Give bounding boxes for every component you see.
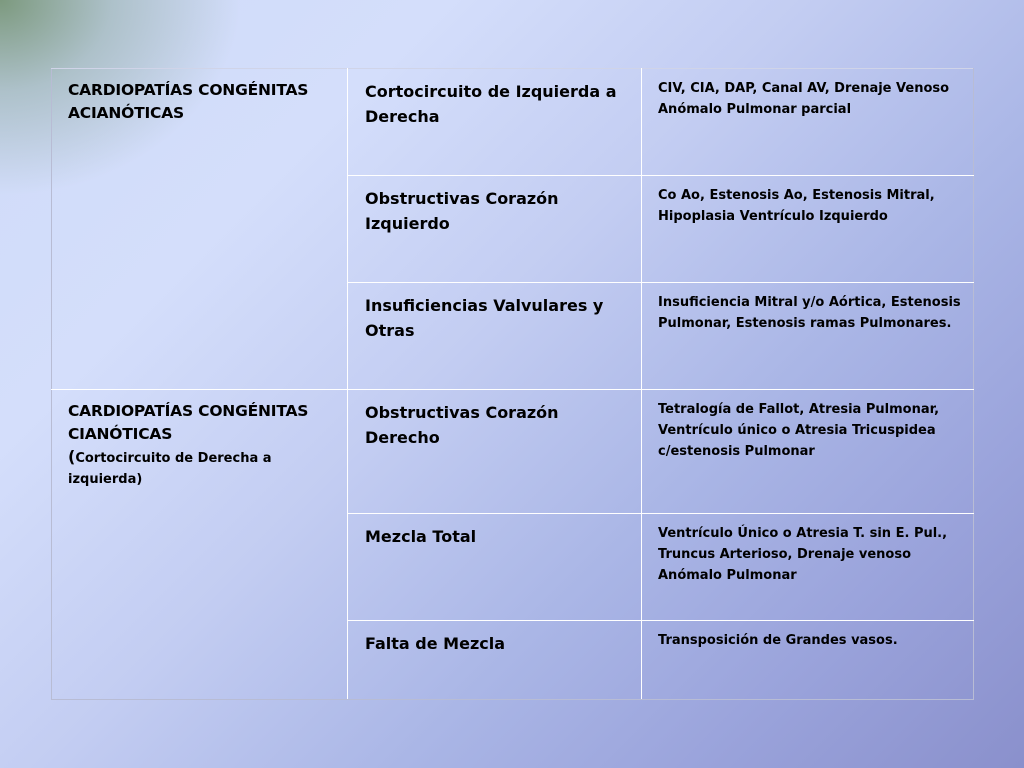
group-title: CARDIOPATÍAS CONGÉNITAS CIANÓTICAS [68, 402, 309, 443]
classification-table-container [51, 68, 973, 699]
examples-cell [642, 390, 974, 514]
table-row [52, 69, 974, 176]
examples-cell [642, 283, 974, 390]
examples-text: Insuficiencia Mitral y/o Aórtica, Estenosis Pulmonar, Estenosis ramas Pulmonares. [658, 295, 961, 331]
subtitle-paren: ( [68, 447, 76, 466]
group-subtitle [68, 446, 333, 490]
examples-cell [642, 621, 974, 700]
examples-cell [642, 69, 974, 176]
category-cell [348, 69, 642, 176]
examples-text: CIV, CIA, DAP, Canal AV, Drenaje Venoso Anómalo Pulmonar parcial [658, 81, 950, 117]
examples-cell [642, 514, 974, 621]
category-label: Cortocircuito de Izquierda a Derecha [365, 82, 617, 126]
category-label: Obstructivas Corazón Izquierdo [365, 189, 559, 233]
category-label: Mezcla Total [365, 527, 477, 546]
examples-cell [642, 176, 974, 283]
category-cell [348, 514, 642, 621]
group-cell-acyanotic [52, 69, 348, 390]
table-row [52, 390, 974, 514]
group-title: CARDIOPATÍAS CONGÉNITAS ACIANÓTICAS [68, 81, 309, 122]
subtitle-text: Cortocircuito de Derecha a izquierda) [68, 451, 272, 487]
category-cell [348, 390, 642, 514]
category-label: Obstructivas Corazón Derecho [365, 403, 559, 447]
category-label: Insuficiencias Valvulares y Otras [365, 296, 604, 340]
examples-text: Co Ao, Estenosis Ao, Estenosis Mitral, Hipoplasia Ventrículo Izquierdo [658, 188, 935, 224]
group-cell-cyanotic [52, 390, 348, 700]
examples-text: Tetralogía de Fallot, Atresia Pulmonar, Ventrículo único o Atresia Tricuspidea c/estenosis Pulmonar [658, 402, 940, 459]
category-cell [348, 176, 642, 283]
examples-text: Transposición de Grandes vasos. [658, 633, 898, 648]
category-label: Falta de Mezcla [365, 634, 506, 653]
congenital-heart-disease-table [51, 68, 974, 700]
examples-text: Ventrículo Único o Atresia T. sin E. Pul., Truncus Arterioso, Drenaje venoso Anómalo Pulmonar [658, 526, 948, 583]
category-cell [348, 283, 642, 390]
category-cell [348, 621, 642, 700]
